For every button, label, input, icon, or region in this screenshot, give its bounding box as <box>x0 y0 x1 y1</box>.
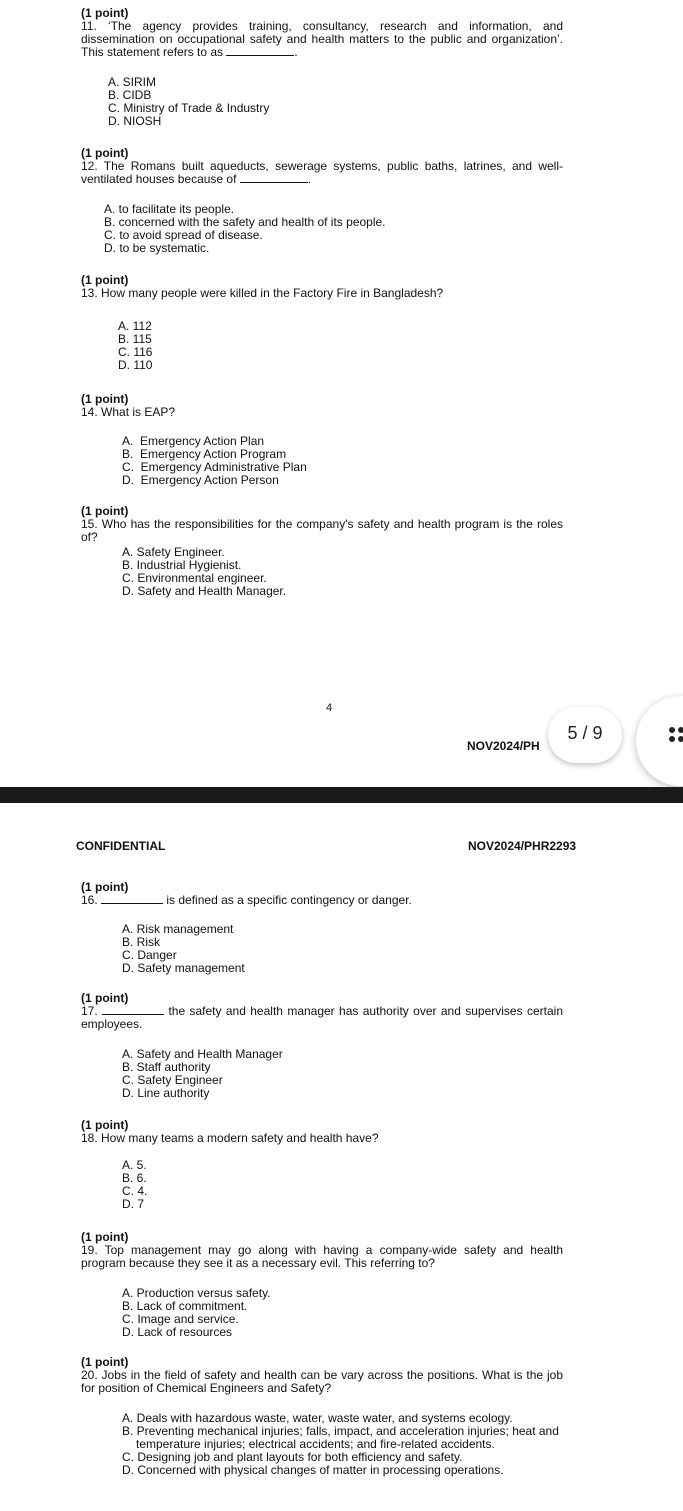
question-stem: 14. What is EAP? <box>81 405 176 419</box>
option-a: A. Emergency Action Plan <box>122 434 265 448</box>
question-12-options <box>104 203 386 255</box>
question-stem: 11. ‘The agency provides training, consultancy, research and information, and dissemination on occupational safety and health matters to the public and organization’. This statement refers to as . <box>81 19 563 59</box>
question-11-options <box>108 76 269 128</box>
option-d: D. NIOSH <box>108 114 162 128</box>
option-a: A. Deals with hazardous waste, water, waste water, and systems ecology. <box>122 1411 513 1425</box>
option-b: B. Emergency Action Program <box>122 447 287 461</box>
option-d: D. Concerned with physical changes of matter in processing operations. <box>122 1463 504 1477</box>
option-b: B. 115 <box>118 332 152 346</box>
option-a: A. SIRIM <box>108 75 157 89</box>
question-stem: 17. the safety and health manager has authority over and supervises certain employees. <box>81 1004 563 1031</box>
question-19 <box>81 1231 563 1270</box>
question-18-options <box>122 1159 147 1211</box>
option-d: D. Emergency Action Person <box>122 473 279 487</box>
page-indicator[interactable] <box>548 707 622 763</box>
option-b: B. Risk <box>122 935 161 949</box>
question-stem: 18. How many teams a modern safety and health have? <box>81 1131 379 1145</box>
question-20 <box>81 1356 563 1395</box>
option-a: A. Production versus safety. <box>122 1286 271 1300</box>
question-stem: 12. The Romans built aqueducts, sewerage systems, public baths, latrines, and well-ventilated houses because of . <box>81 159 563 186</box>
question-11 <box>81 7 563 59</box>
option-b: B. concerned with the safety and health of its people. <box>104 215 386 229</box>
question-points: (1 point) <box>81 392 129 406</box>
question-stem: 20. Jobs in the field of safety and health can be vary across the positions. What is the job for position of Chemical Engineers and Safety? <box>81 1368 563 1395</box>
document-page-5 <box>0 803 683 1511</box>
option-a: A. Safety Engineer. <box>122 545 225 559</box>
answer-blank <box>102 1005 164 1015</box>
option-d: D. Safety management <box>122 961 245 975</box>
option-c: C. to avoid spread of disease. <box>104 228 263 242</box>
option-c: C. Image and service. <box>122 1312 239 1326</box>
answer-blank <box>226 46 294 56</box>
option-c: C. Emergency Administrative Plan <box>122 460 307 474</box>
question-stem: 13. How many people were killed in the Factory Fire in Bangladesh? <box>81 286 444 300</box>
option-c: C. Safety Engineer <box>122 1073 223 1087</box>
question-17-options <box>122 1048 283 1100</box>
question-15-options <box>122 546 286 598</box>
option-d: D. 110 <box>118 358 153 372</box>
option-b: B. CIDB <box>108 88 152 102</box>
page-indicator-label: 5 / 9 <box>567 722 603 743</box>
question-18 <box>81 1119 563 1145</box>
question-points: (1 point) <box>81 504 129 518</box>
question-12 <box>81 147 563 186</box>
question-stem: 16. is defined as a specific contingency or danger. <box>81 893 412 907</box>
question-14-options <box>122 435 307 487</box>
option-d: D. to be systematic. <box>104 241 210 255</box>
question-16 <box>81 881 563 907</box>
question-20-options <box>122 1412 567 1477</box>
option-c: C. Danger <box>122 948 177 962</box>
more-options-button[interactable] <box>636 696 683 786</box>
question-points: (1 point) <box>81 273 129 287</box>
question-16-options <box>122 923 245 975</box>
page-separator <box>0 787 683 803</box>
option-c: C. Environmental engineer. <box>122 571 267 585</box>
question-15 <box>81 505 563 544</box>
option-b: B. Staff authority <box>122 1060 211 1074</box>
option-d: D. Lack of resources <box>122 1325 233 1339</box>
question-stem: 19. Top management may go along with having a company-wide safety and health program because they see it as a necessary evil. This referring to? <box>81 1243 563 1270</box>
option-c: C. Ministry of Trade & Industry <box>108 101 270 115</box>
option-c: C. 116 <box>118 345 153 359</box>
option-d: D. Safety and Health Manager. <box>122 584 287 598</box>
question-points: (1 point) <box>81 1118 129 1132</box>
question-points: (1 point) <box>81 991 129 1005</box>
question-14 <box>81 393 563 419</box>
question-13 <box>81 274 563 300</box>
option-b: B. 6. <box>122 1171 147 1185</box>
question-points: (1 point) <box>81 1355 129 1369</box>
option-c: C. 4. <box>122 1184 148 1198</box>
option-a: A. Safety and Health Manager <box>122 1047 283 1061</box>
option-b: B. Lack of commitment. <box>122 1299 248 1313</box>
question-17 <box>81 992 563 1031</box>
option-a: A. Risk management <box>122 922 234 936</box>
more-dots-icon <box>636 696 683 786</box>
answer-blank <box>101 894 163 904</box>
option-d: D. 7 <box>122 1197 145 1211</box>
option-a: A. 5. <box>122 1158 147 1172</box>
option-b: B. Industrial Hygienist. <box>122 558 242 572</box>
question-points: (1 point) <box>81 146 129 160</box>
answer-blank <box>240 173 308 183</box>
option-b: B. Preventing mechanical injuries; falls, impact, and acceleration injuries; heat and temperature injuries; electrical accidents; and fire-related accidents. <box>122 1424 559 1451</box>
question-stem: 15. Who has the responsibilities for the company's safety and health program is the roles of? <box>81 517 563 544</box>
option-a: A. to facilitate its people. <box>104 202 235 216</box>
question-points: (1 point) <box>81 6 129 20</box>
question-19-options <box>122 1287 271 1339</box>
question-points: (1 point) <box>81 880 129 894</box>
header-document-code: NOV2024/PHR2293 <box>468 839 577 853</box>
question-points: (1 point) <box>81 1230 129 1244</box>
option-a: A. 112 <box>118 319 152 333</box>
footer-code: NOV2024/PH <box>467 739 540 753</box>
page-number: 4 <box>326 702 333 714</box>
option-c: C. Designing job and plant layouts for both efficiency and safety. <box>122 1450 463 1464</box>
question-13-options <box>118 320 152 372</box>
header-confidential: CONFIDENTIAL <box>76 839 166 853</box>
option-d: D. Line authority <box>122 1086 210 1100</box>
